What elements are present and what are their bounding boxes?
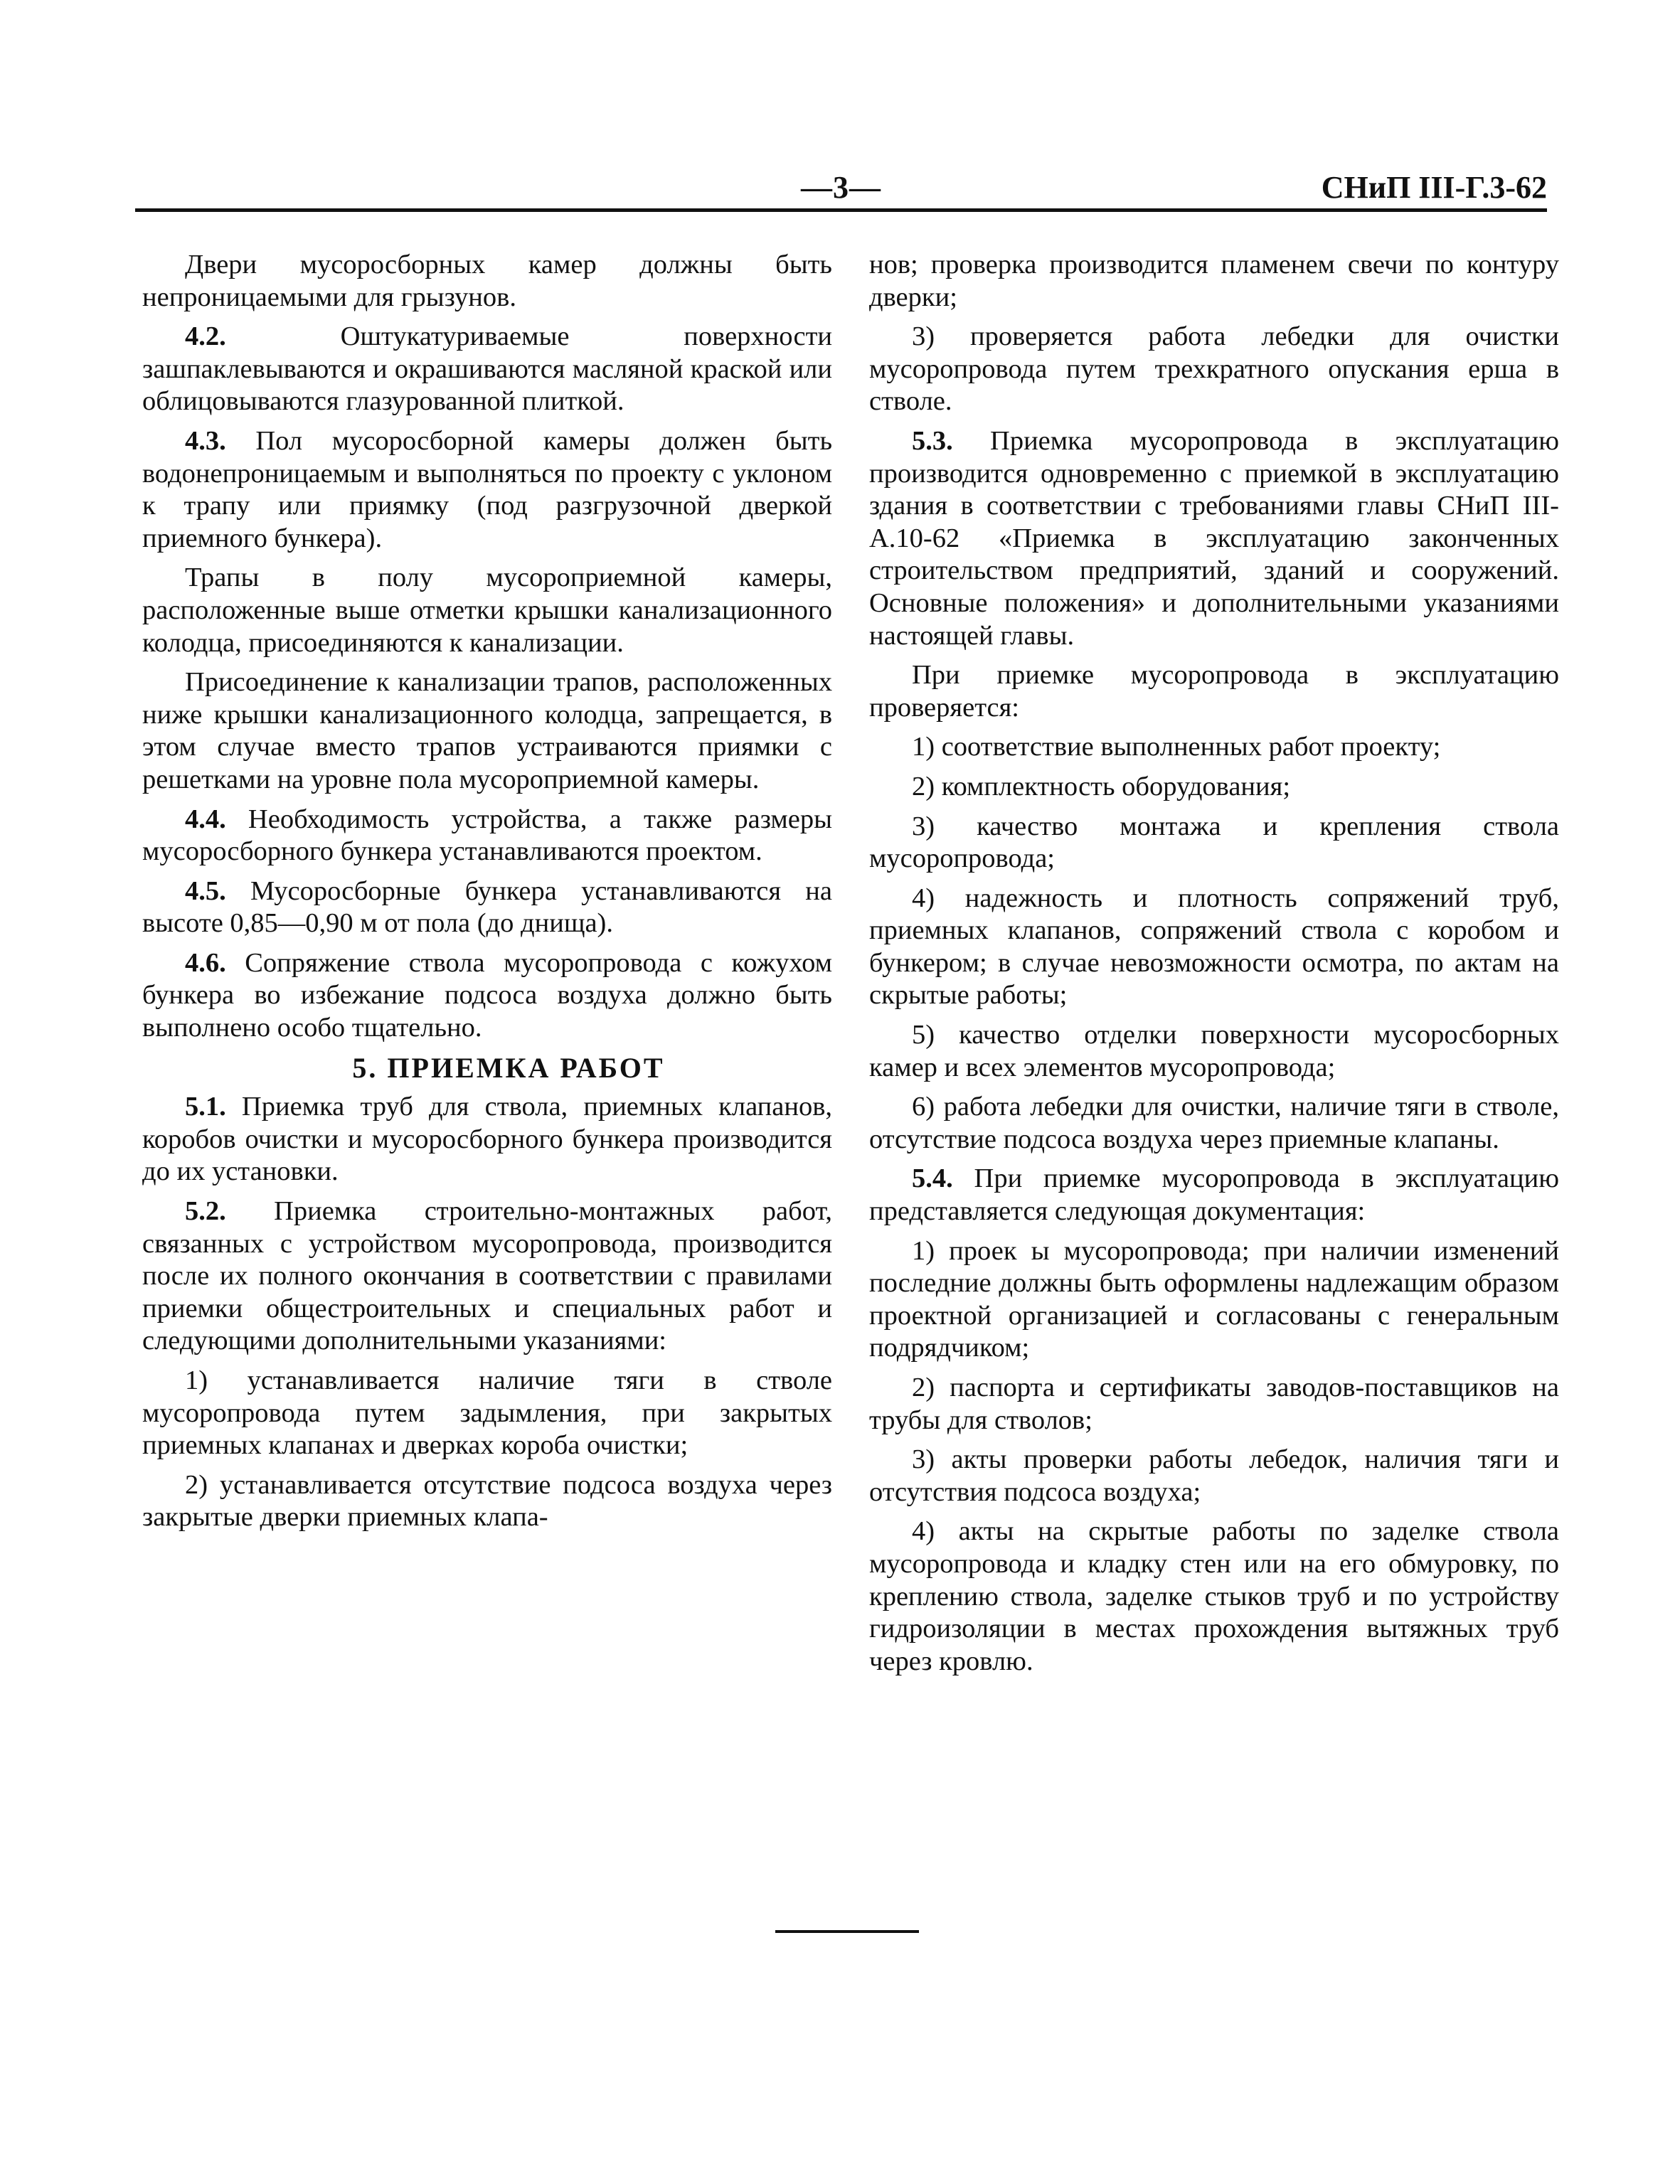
clause-text: Пол мусоросборной камеры должен быть водонепроницаемым и выполняться по проекту с уклоном к трапу или приямку (под разгрузочной дверкой приемного бункера). — [142, 425, 832, 553]
paragraph-traps: Трапы в полу мусороприемной камеры, расположенные выше отметки крышки канализационного колодца, присоединяются к канализации. — [142, 563, 832, 658]
list-item: 3) проверяется работа лебедки для очистки мусоропровода путем трехкратного опускания ерша в стволе. — [869, 321, 1559, 417]
clause-text: При приемке мусоропровода в эксплуатацию представляется следующая документация: — [869, 1163, 1559, 1227]
clause-5-1 — [142, 1091, 832, 1188]
header-rule — [135, 208, 1547, 212]
page-number: —3— — [801, 170, 881, 205]
paragraph-checked: При приемке мусоропровода в эксплуатацию проверяется: — [869, 660, 1559, 723]
list-item: 1) проек ы мусоропровода; при наличии изменений последние должны быть оформлены надлежащим образом проектной организацией и согласованы с генеральным подрядчиком; — [869, 1235, 1559, 1363]
clause-text: Приемка мусоропровода в эксплуатацию производится одновременно с приемкой в эксплуатацию здания в соответствии с требованиями главы СНиП III-А.10-62 «Приемка в эксплуатацию законченных строительством предприятий, зданий и сооружений. Основные положения» и дополнительными указаниями настоящей главы. — [869, 425, 1559, 651]
clause-4-3 — [142, 425, 832, 555]
clause-text: Мусоросборные бункера устанавливаются на высоте 0,85—0,90 м от пола (до днища). — [142, 875, 832, 939]
paragraph-doors: Двери мусоросборных камер должны быть непроницаемыми для грызунов. — [142, 250, 832, 312]
list-item: 2) устанавливается отсутствие подсоса воздуха через закрытые дверки приемных клапа- — [142, 1469, 832, 1533]
list-item: 3) акты проверки работы лебедок, наличия тяги и отсутствия подсоса воздуха; — [869, 1444, 1559, 1507]
list-item: 5) качество отделки поверхности мусоросборных камер и всех элементов мусоропровода; — [869, 1020, 1559, 1082]
clause-number: 4.6. — [185, 947, 226, 978]
clause-text: Сопряжение ствола мусоропровода с кожухом бункера во избежание подсоса воздуха должно быть выполнено особо тщательно. — [142, 947, 832, 1043]
clause-number: 4.3. — [185, 425, 226, 456]
clause-5-4 — [869, 1163, 1559, 1227]
list-item: 1) устанавливается наличие тяги в стволе мусоропровода путем задымления, при закрытых приемных клапанах и дверках короба очистки; — [142, 1365, 832, 1461]
right-column — [869, 249, 1559, 1685]
list-item: 4) акты на скрытые работы по заделке ствола мусоропровода и кладку стен или на его обмуровку, по креплению ствола, заделке стыков труб и по устройству гидроизоляции в местах прохождения вытяжных труб через кровлю. — [869, 1516, 1559, 1676]
clause-number: 4.2. — [185, 321, 226, 352]
clause-text: Оштукатуриваемые поверхности зашпаклевываются и окрашиваются масляной краской или облицовываются глазурованной плиткой. — [142, 321, 832, 417]
list-item: 2) комплектность оборудования; — [912, 771, 1291, 801]
clause-5-2 — [142, 1195, 832, 1358]
list-item: 2) паспорта и сертификаты заводов-поставщиков на трубы для стволов; — [869, 1373, 1559, 1435]
clause-text: Приемка строительно-монтажных работ, связанных с устройством мусоропровода, производится после их полного окончания в соответствии с правилами приемки общестроительных и специальных работ и следующими дополнительными указаниями: — [142, 1196, 832, 1356]
clause-number: 5.2. — [185, 1196, 226, 1227]
clause-number: 4.5. — [185, 875, 226, 906]
clause-4-4 — [142, 804, 832, 868]
clause-5-3 — [869, 425, 1559, 652]
clause-4-2 — [142, 321, 832, 418]
paragraph-connection: Присоединение к канализации трапов, расположенных ниже крышки канализационного колодца, запрещается, в этом случае вместо трапов устраиваются приямки с решетками на уровне пола мусороприемной камеры. — [142, 667, 832, 794]
list-item: 1) соответствие выполненных работ проекту; — [912, 732, 1441, 762]
clause-text: Необходимость устройства, а также размеры мусоросборного бункера устанавливаются проектом. — [142, 804, 832, 867]
document-code: СНиП III-Г.3-62 — [1321, 170, 1547, 205]
left-column — [142, 249, 832, 1541]
clause-number: 4.4. — [185, 804, 226, 834]
clause-text: Приемка труб для ствола, приемных клапанов, коробов очистки и мусоросборного бункера производится до их установки. — [142, 1092, 832, 1187]
clause-number: 5.1. — [185, 1092, 226, 1122]
clause-number: 5.3. — [912, 425, 953, 456]
list-item: 3) качество монтажа и крепления ствола мусоропровода; — [869, 811, 1559, 874]
list-item: 4) надежность и плотность сопряжений труб, приемных клапанов, сопряжений ствола с коробом и бункером; в случае невозможности осмотра, по актам на скрытые работы; — [869, 883, 1559, 1011]
clause-number: 5.4. — [912, 1163, 953, 1194]
clause-4-5 — [142, 875, 832, 940]
clause-4-6 — [142, 947, 832, 1045]
paragraph-continuation: нов; проверка производится пламенем свечи по контуру дверки; — [869, 250, 1559, 312]
section-heading: 5. ПРИЕМКА РАБОТ — [352, 1051, 665, 1084]
list-item: 6) работа лебедки для очистки, наличие тяги в стволе, отсутствие подсоса воздуха через приемные клапаны. — [869, 1092, 1559, 1154]
page-header — [135, 169, 1547, 213]
footer-rule — [775, 1930, 919, 1933]
